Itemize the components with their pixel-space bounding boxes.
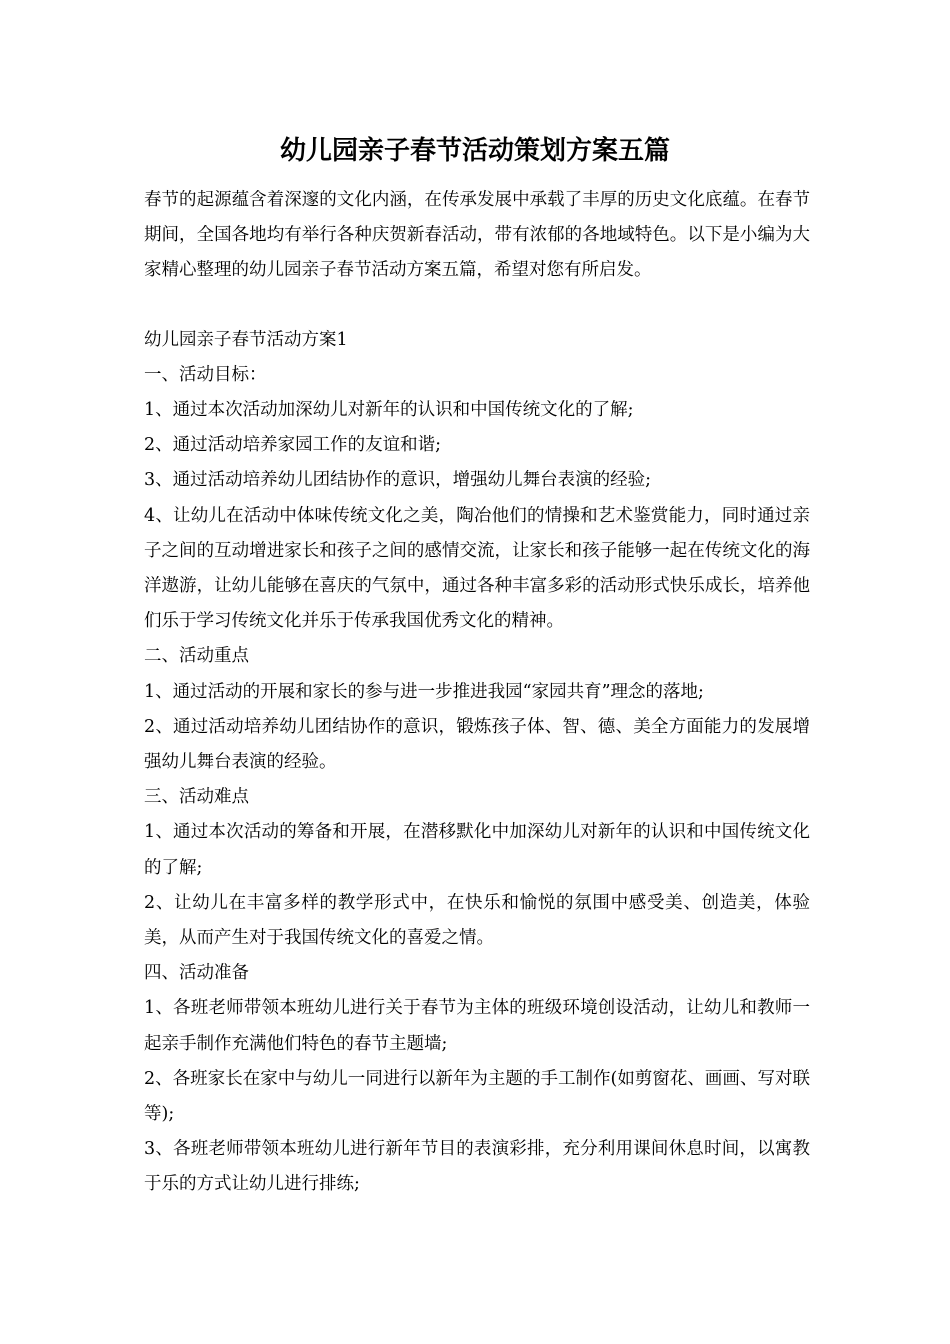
paragraph-prep-heading: 四、活动准备 xyxy=(144,963,249,984)
paragraph-difficulty-2: 2、让幼儿在丰富多样的教学形式中，在快乐和愉悦的氛围中感受美、创造美，体验美，从而产生对于我国传统文化的喜爱之情。 xyxy=(144,892,810,949)
section-spacer xyxy=(144,289,810,323)
paragraph-focus-heading: 二、活动重点 xyxy=(144,646,249,667)
document-body xyxy=(144,183,810,1203)
paragraph-difficulty-1: 1、通过本次活动的筹备和开展，在潜移默化中加深幼儿对新年的认识和中国传统文化的了解; xyxy=(144,822,810,878)
paragraph-focus-1: 1、通过活动的开展和家长的参与进一步推进我园“家园共育”理念的落地; xyxy=(144,681,704,702)
paragraph-goal-3: 3、通过活动培养幼儿团结协作的意识，增强幼儿舞台表演的经验; xyxy=(144,470,652,491)
paragraph-goal-heading: 一、活动目标： xyxy=(144,364,267,385)
document-title: 幼儿园亲子春节活动策划方案五篇 xyxy=(279,136,670,166)
paragraph-goal-4: 4、让幼儿在活动中体味传统文化之美，陶冶他们的情操和艺术鉴赏能力，同时通过亲子之间的互动增进家长和孩子之间的感情交流，让家长和孩子能够一起在传统文化的海洋遨游，让幼儿能够在喜庆的气氛中，通过各种丰富多彩的活动形式快乐成长，培养他们乐于学习传统文化并乐于传承我国优秀文化的精神。 xyxy=(144,505,810,632)
intro-section xyxy=(144,183,810,289)
paragraph-prep-2: 2、各班家长在家中与幼儿一同进行以新年为主题的手工制作(如剪窗花、画画、写对联等); xyxy=(144,1068,810,1125)
paragraph-prep-3: 3、各班老师带领本班幼儿进行新年节目的表演彩排，充分利用课间休息时间，以寓教于乐的方式让幼儿进行排练; xyxy=(144,1139,810,1195)
intro-paragraph: 春节的起源蕴含着深邃的文化内涵，在传承发展中承载了丰厚的历史文化底蕴。在春节期间，全国各地均有举行各种庆贺新春活动，带有浓郁的各地域特色。以下是小编为大家精心整理的幼儿园亲子春节活动方案五篇，希望对您有所启发。 xyxy=(144,190,810,281)
paragraph-prep-1: 1、各班老师带领本班幼儿进行关于春节为主体的班级环境创设活动，让幼儿和教师一起亲手制作充满他们特色的春节主题墙; xyxy=(144,998,810,1054)
paragraph-goal-1: 1、通过本次活动加深幼儿对新年的认识和中国传统文化的了解; xyxy=(144,400,634,421)
paragraph-focus-2: 2、通过活动培养幼儿团结协作的意识，锻炼孩子体、智、德、美全方面能力的发展增强幼儿舞台表演的经验。 xyxy=(144,716,810,773)
plan-heading: 幼儿园亲子春节活动方案1 xyxy=(144,329,348,350)
paragraph-goal-2: 2、通过活动培养家园工作的友谊和谐; xyxy=(144,435,442,456)
paragraph-difficulty-heading: 三、活动难点 xyxy=(144,787,249,808)
